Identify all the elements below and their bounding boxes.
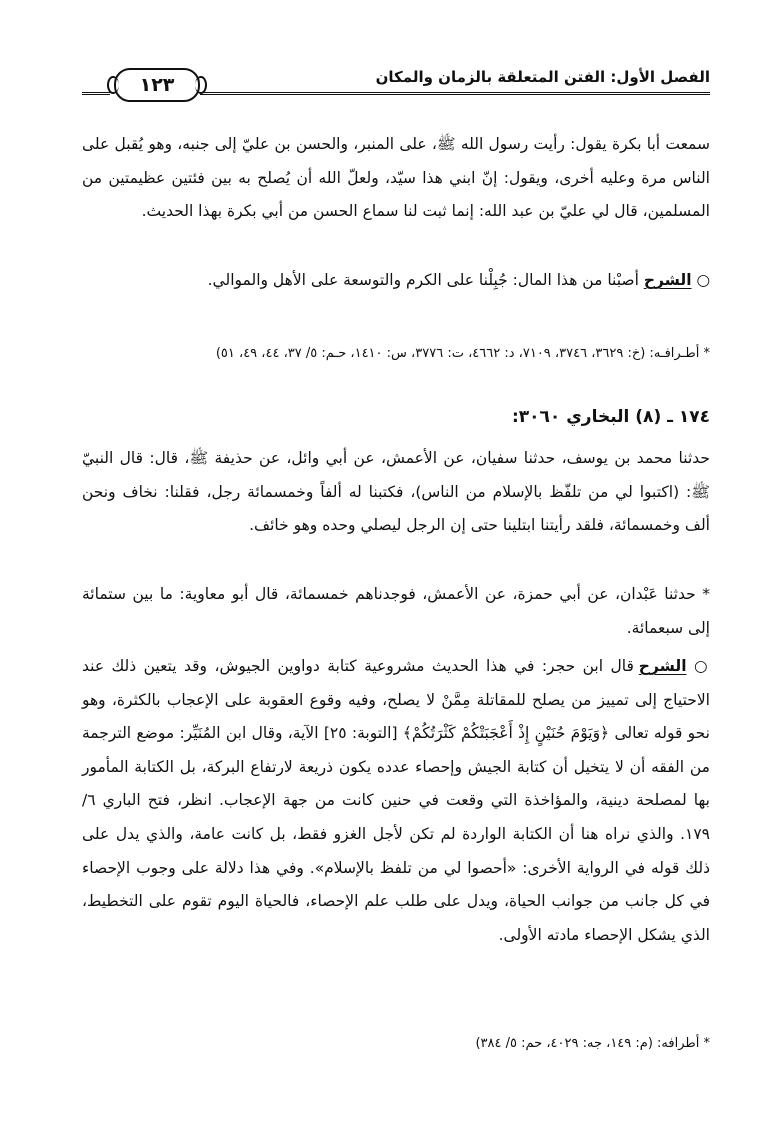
hadith-text: حدثنا محمد بن يوسف، حدثنا سفيان، عن الأعمش، عن أبي وائل، عن حذيفة ﷺ، قال: قال النبيّ ﷺ: (اكتبوا لي من تلفّظ بالإسلام من الناس)، فكتبنا له ألفاً وخمسمائة رجل، فقلنا: نخاف ونحن ألف وخمسمائة، فلقد رأيتنا ابتلينا حتى إن الرجل ليصلي وحده وهو خائف.	[82, 449, 710, 535]
page-number-badge	[114, 68, 200, 102]
paragraph-alternate-chain: * حدثنا عَبْدان، عن أبي حمزة، عن الأعمش، فوجدناهم خمسمائة، قال أبو معاوية: ما بين ستمائة إلى سبعمائة.	[82, 585, 710, 637]
paragraph-isnad-end: سمعت أبا بكرة يقول: رأيت رسول الله ﷺ، على المنبر، والحسن بن عليّ إلى جنبه، وهو يُقبل على الناس مرة وعليه أخرى، ويقول: إنّ ابني هذا سيّد، ولعلّ الله أن يُصلح به بين فئتين عظيمتين من المسلمين، قال لي عليّ بن عبد الله: إنما ثبت لنا سماع الحسن من أبي بكرة بهذا الحديث.	[82, 135, 710, 221]
hadith-heading: ١٧٤ ـ (٨) البخاري ٣٠٦٠:	[511, 407, 710, 427]
bullet-marker: ○	[693, 657, 710, 675]
references-2: * أطرافه: (م: ١٤٩، جه: ٤٠٢٩، حم: ٥/ ٣٨٤)	[475, 1036, 710, 1051]
header-rule-left	[82, 92, 110, 95]
page-number: ١٢٣	[139, 74, 175, 96]
running-title: الفصل الأول: الفتن المتعلقة بالزمان والمكان	[375, 68, 710, 86]
sharh-text: أصبْنا من هذا المال: جُبِلْنا على الكرم والتوسعة على الأهل والموالي.	[207, 271, 644, 289]
sharh-label: الشرح	[643, 271, 692, 289]
bullet-marker: ○	[696, 271, 710, 289]
page-header	[82, 62, 710, 106]
sharh-label: الشرح	[638, 657, 687, 675]
references-1: * أطـرافـه: (خ: ٣٦٢٩، ٣٧٤٦، ٧١٠٩، د: ٤٦٦٢، ت: ٣٧٧٦، س: ١٤١٠، حـم: ٥/ ٣٧، ٤٤، ٤٩، ٥١)	[215, 346, 710, 361]
sharh-paragraph-1	[82, 264, 710, 298]
sharh-text: قال ابن حجر: في هذا الحديث مشروعية كتابة دواوين الجيوش، وقد يتعين ذلك عند الاحتياج إلى تمييز من يصلح للمقاتلة مِمَّنْ لا يصلح، وفيه وقوع العقوبة على الإعجاب بالكثرة، وهو نحو قوله تعالى ﴿وَيَوْمَ حُنَيْنٍ إِذْ أَعْجَبَتْكُمْ كَثْرَتُكُمْ﴾ [التوبة: ٢٥] الآية، وقال ابن المُنَيِّر: موضع الترجمة من الفقه أن لا يتخيل أن كتابة الجيش وإحصاء عدده يكون ذريعة لارتفاع البركة، بل الكتابة المأمور بها لمصلحة دينية، والمؤاخذة التي وقعت في حنين كانت من جهة الإعجاب. انظر، فتح الباري ٦/ ١٧٩. والذي نراه هنا أن الكتابة الواردة لم تكن لأجل الغزو فقط، بل كانت عامة، والذي يدل على ذلك قوله في الرواية الأخرى: «أحصوا لي من تلفظ بالإسلام». وفي هذا دلالة على وجوب الإحصاء في كل جانب من جوانب الحياة، ويدل على طلب علم الإحصاء، فالحياة اليوم تقوم على التخطيط، الذي يشكل الإحصاء مادته الأولى.	[82, 657, 710, 944]
header-rule	[200, 92, 710, 95]
sharh-paragraph-2	[82, 650, 710, 952]
